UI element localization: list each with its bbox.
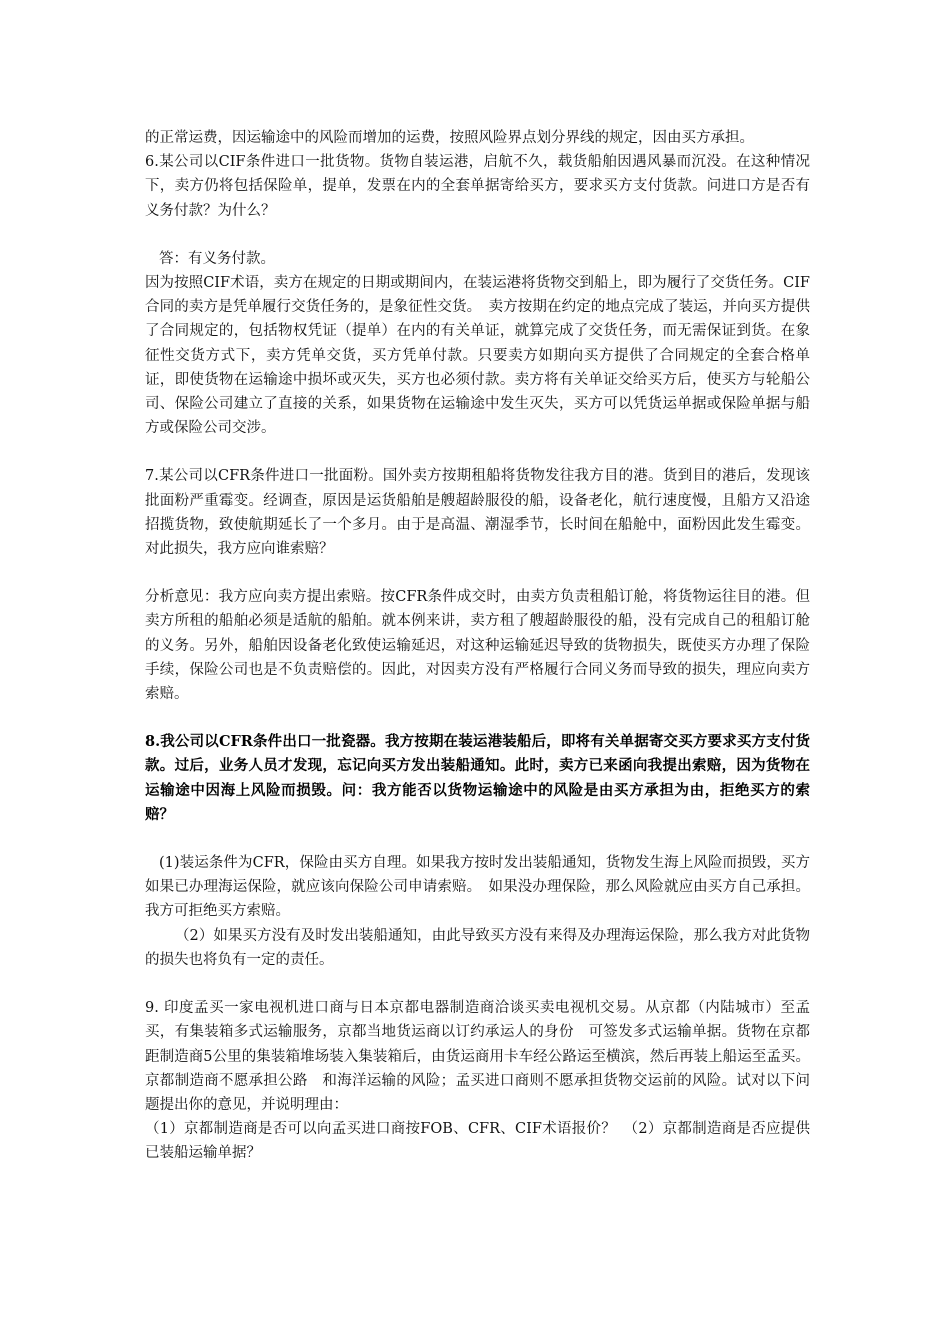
- question-9-subquestions: （1）京都制造商是否可以向孟买进口商按FOB、CFR、CIF术语报价？ （2）京都制造商是否应提供已装船运输单据？: [145, 1121, 810, 1162]
- answer-8-part-2: （2）如果买方没有及时发出装船通知，由此导致买方没有来得及办理海运保险，那么我方对此货物的损失也将负有一定的责任。: [145, 927, 810, 968]
- question-8: 8.我公司以CFR条件出口一批瓷器。我方按期在装运港装船后，即将有关单据寄交买方要求买方支付货款。过后，业务人员才发现，忘记向买方发出装船通知。此时，卖方已来函向我提出索赔，因为货物在运输途中因海上风险而损毁。问：我方能否以货物运输途中的风险是由买方承担为由，拒绝买方的索赔？: [145, 733, 810, 823]
- spacer: [145, 706, 810, 730]
- paragraph-carryover: 的正常运费，因运输途中的风险而增加的运费，按照风险界点划分界线的规定，因由买方承担。: [145, 130, 754, 146]
- document-body: [145, 126, 810, 1166]
- spacer: [145, 440, 810, 464]
- answer-7: 分析意见：我方应向卖方提出索赔。按CFR条件成交时，由卖方负责租船订舱，将货物运往目的港。但卖方所租的船舶必须是适航的船舶。就本例来讲，卖方租了艘超龄服役的船，没有完成自己的租船订舱的义务。另外，船舶因设备老化致使运输延迟，对这种运输延迟导致的货物损失，既使买方办理了保险手续，保险公司也是不负责赔偿的。因此，对因卖方没有严格履行合同义务而导致的损失，理应向卖方索赔。: [145, 589, 810, 703]
- spacer: [145, 972, 810, 996]
- answer-8-part-1: (1)装运条件为CFR，保险由买方自理。如果我方按时发出装船通知，货物发生海上风险而损毁，买方如果已办理海运保险，就应该向保险公司申请索赔。 如果没办理保险，那么风险就应由买方自己承担。 我方可拒绝买方索赔。: [145, 855, 810, 920]
- spacer: [145, 223, 810, 247]
- spacer: [145, 827, 810, 851]
- answer-6-label: 答：有义务付款。: [159, 250, 275, 267]
- answer-6-body: 因为按照CIF术语，卖方在规定的日期或期间内，在装运港将货物交到船上，即为履行了交货任务。CIF合同的卖方是凭单履行交货任务的，是象征性交货。 卖方按期在约定的地点完成了装运，并向买方提供了合同规定的，包括物权凭证（提单）在内的有关单证，就算完成了交货任务，而无需保证到货。在象征性交货方式下，卖方凭单交货，买方凭单付款。只要卖方如期向买方提供了合同规定的全套合格单证，即使货物在运输途中损坏或灭失，买方也必须付款。卖方将有关单证交给买方后，使买方与轮船公司、保险公司建立了直接的关系，如果货物在运输途中发生灭失，买方可以凭货运单据或保险单据与船方或保险公司交涉。: [145, 275, 810, 437]
- question-6: 6.某公司以CIF条件进口一批货物。货物自装运港，启航不久，载货船舶因遇风暴而沉没。在这种情况下，卖方仍将包括保险单，提单，发票在内的全套单据寄给买方，要求买方支付货款。问进口方是否有义务付款？为什么？: [145, 154, 810, 219]
- spacer: [145, 561, 810, 585]
- question-9: 9. 印度孟买一家电视机进口商与日本京都电器制造商洽谈买卖电视机交易。从京都（内陆城市）至孟买，有集装箱多式运输服务，京都当地货运商以订约承运人的身份 可签发多式运输单据。货物在京都距制造商5公里的集装箱堆场装入集装箱后，由货运商用卡车经公路运至横滨，然后再装上船运至孟买。京都制造商不愿承担公路 和海洋运输的风险；孟买进口商则不愿承担货物交运前的风险。试对以下问题提出你的意见，并说明理由：: [145, 1000, 810, 1113]
- question-7: 7.某公司以CFR条件进口一批面粉。国外卖方按期租船将货物发往我方目的港。货到目的港后，发现该批面粉严重霉变。经调查，原因是运货船舶是艘超龄服役的船，设备老化，航行速度慢，且船方又沿途招揽货物，致使航期延长了一个多月。由于是高温、潮湿季节，长时间在船舱中，面粉因此发生霉变。对此损失，我方应向谁索赔？: [145, 468, 810, 558]
